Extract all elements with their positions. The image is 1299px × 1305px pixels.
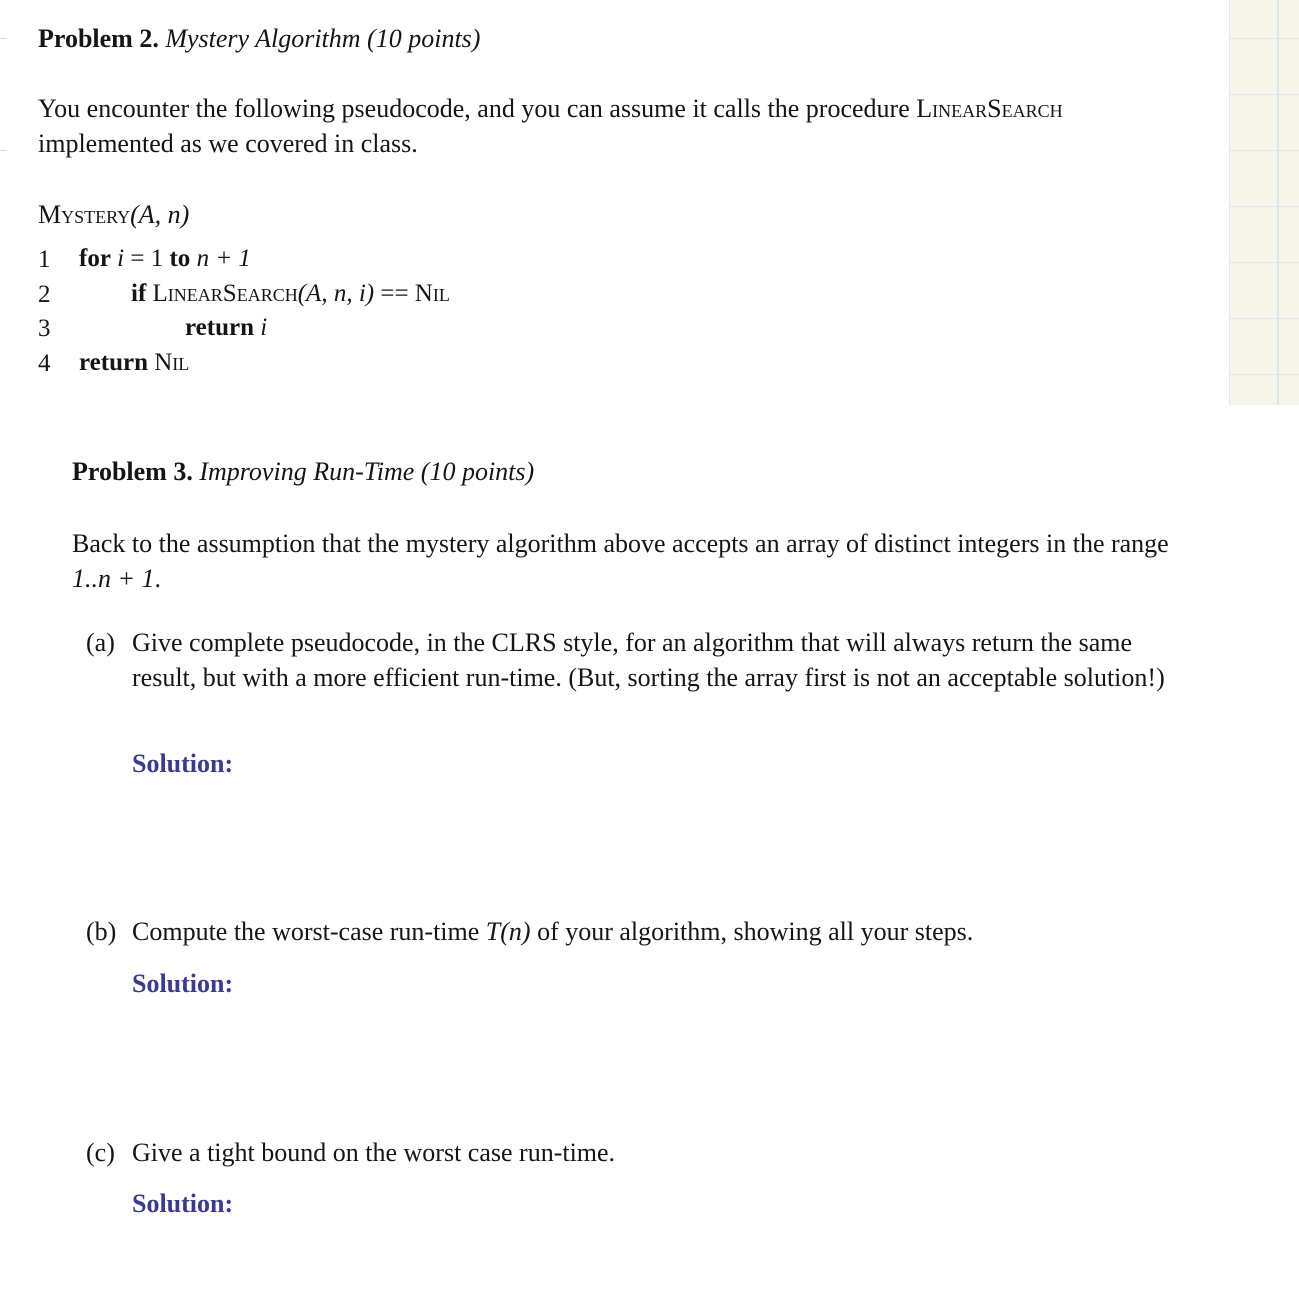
- part-label: (b): [86, 917, 117, 946]
- problem-2-intro: You encounter the following pseudocode, and you can assume it calls the procedure LinearSearch implemented as we covered in class.: [38, 94, 1063, 158]
- problem-2-panel: [0, 0, 1229, 405]
- algorithm-header: [38, 200, 189, 230]
- problem-2-heading: Mystery Algorithm (10 points): [165, 24, 481, 53]
- solution-label-c: Solution:: [132, 1189, 234, 1218]
- code-line-1: for i = 1 to n + 1: [79, 245, 251, 272]
- code-line-3: return i: [185, 314, 268, 341]
- part-question: Compute the worst-case run-time T(n) of your algorithm, showing all your steps.: [132, 917, 974, 946]
- line-number: 2: [38, 281, 51, 308]
- line-number: 1: [38, 246, 51, 273]
- margin-tick: [0, 150, 7, 151]
- line-number: 3: [38, 315, 51, 342]
- solution-label-a: Solution:: [132, 749, 234, 778]
- range-expression: 1..n + 1: [72, 564, 155, 593]
- part-c: [86, 1135, 1166, 1170]
- algorithm-name: Mystery: [38, 200, 131, 229]
- line-number: 4: [38, 350, 51, 377]
- notebook-grid-margin: [1229, 0, 1299, 405]
- procedure-name: LinearSearch: [916, 94, 1063, 123]
- part-label: (a): [86, 628, 115, 657]
- problem-2-title: [38, 24, 480, 54]
- part-question: Give a tight bound on the worst case run-time.: [132, 1138, 616, 1167]
- problem-3-heading: Improving Run-Time (10 points): [199, 457, 535, 486]
- code-line-4: return Nil: [79, 349, 190, 376]
- problem-3-title: [72, 457, 534, 487]
- solution-label-b: Solution:: [132, 969, 234, 998]
- problem-3-number: Problem 3.: [72, 457, 193, 486]
- algorithm-params: (A, n): [130, 200, 190, 229]
- problem-2-number: Problem 2.: [38, 24, 159, 53]
- problem-3-intro: Back to the assumption that the mystery algorithm above accepts an array of distinct integers in the range 1..n + 1.: [72, 529, 1169, 593]
- part-label: (c): [86, 1138, 115, 1167]
- part-question: Give complete pseudocode, in the CLRS style, for an algorithm that will always return the same result, but with a more efficient run-time. (But, sorting the array first is not an acceptable solution!): [132, 628, 1165, 692]
- code-line-2: if LinearSearch(A, n, i) == Nil: [131, 280, 450, 307]
- part-a: [86, 625, 1166, 695]
- margin-tick: [0, 38, 7, 39]
- part-b: [86, 914, 1166, 949]
